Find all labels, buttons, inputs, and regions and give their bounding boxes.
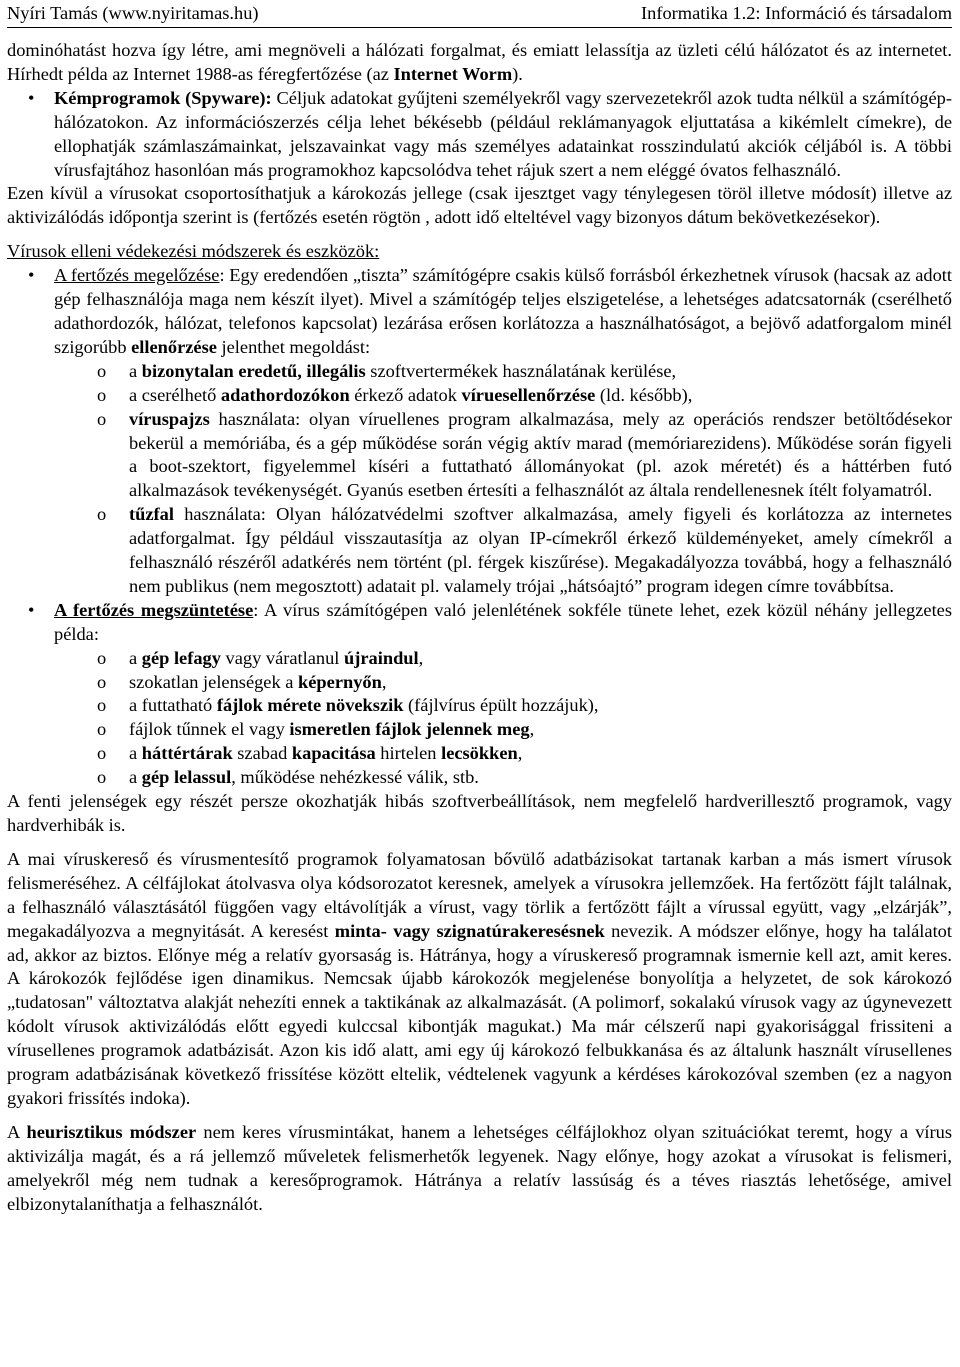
text-run: újraindul	[344, 647, 419, 668]
text-run: : Egy eredendően „tiszta” számítógépre csakis külső forrásból érkezhetnek vírusok (hacsak az adott gép felhasználója maga nem készít ilyet). Mivel a számítógép teljes elszigetelése, a lehetséges adatcsatornák (cserélhető adathordozók, hálózat, telefonos kapcsolat) lezárása erősen korlátozza a használhatóságot, a bejövő adatforgalom minél szigorúbb	[54, 265, 953, 357]
page-header	[7, 0, 952, 28]
text-run: heurisztikus módszer	[26, 1121, 197, 1142]
text-run: szabad	[232, 743, 292, 764]
text-run: Internet Worm	[393, 63, 513, 84]
sub-bullet-item	[7, 742, 952, 766]
text-run: A	[7, 1121, 27, 1142]
header-course-title: Informatika 1.2: Információ és társadalom	[641, 3, 952, 23]
paragraph	[7, 848, 952, 1111]
text-run: lecsökken	[441, 743, 518, 764]
bullet-circle-icon: o	[97, 360, 107, 381]
block-text	[129, 766, 952, 790]
sub-bullet-item	[7, 766, 952, 790]
text-run: a	[129, 767, 142, 788]
text-run: szoftvertermékek használatának kerülése,	[365, 360, 677, 381]
text-run: A fertőzés megelőzése	[54, 265, 220, 286]
text-run: jelenthet megoldást:	[216, 336, 371, 357]
bullet-item	[7, 264, 952, 360]
document-body	[7, 39, 952, 1217]
text-run: kapacitása	[291, 743, 376, 764]
block-text	[129, 384, 952, 408]
bullet-dot-icon: •	[28, 87, 35, 108]
paragraph	[7, 39, 952, 87]
sub-bullet-item	[7, 647, 952, 671]
text-run: víruesellenőrzése	[461, 384, 596, 405]
text-run: A mai víruskereső és vírusmentesítő programok folyamatosan bővülő adatbázisokat tartanak karban a más ismert vírusok felismeréséhez. A célfájlokat átolvasva olya kódsorozatot keresnek, amelyek a vírusokra jellemzőek. Ha fertőzött fájlt találnak, a felhasználó választásától függően vagy eltávolítják a vírust, vagy törlik a fertőzött fájlt a vírussal együtt, vagy „elzárják”, megakadályozva a megnyitását. A keresést	[7, 848, 952, 941]
text-run: nevezik. A módszer előnye, hogy ha találatot ad, akkor az biztos. Előnye még a relatív gyorsaság is. Hátránya, hogy a víruskereső programnak ismernie kell azt, amit keres. A károkozók fejlődése igen dinamikus. Nemcsak újabb károkozók megjelenése bonyolítja a helyzetet, de sok károkozó „tudatosan" változtatva alakját nehezíti ennek a taktikának az alkalmazását. (A polimorf, sokalakú vírusok vagy az úgynevezett kódolt vírusok aktivizálódás előtt egyedi kulccsal kibontják magukat.) Ma már célszerű napi gyakorisággal frissiteni a vírusellenes programok adatbázisát. Azon kis idő alatt, ami egy új károkozó felbukkanása és az általunk használt vírusellenes program adatbázisának következő frissítése között eltelik, védtelenek vagyunk a kérdéses károkozóval szemben (ez a nagyon gyakori frissítés indoka).	[7, 920, 952, 1108]
text-run: dominóhatást hozva így létre, ami megnöveli a hálózati forgalmat, és emiatt lelassítja az üzleti célú hálózatot és az internetet. Hírhedt példa az Internet 1988-as féregfertőzése (az	[7, 40, 952, 84]
block-text	[54, 87, 952, 183]
text-run: ,	[418, 647, 424, 668]
text-run: ,	[529, 719, 535, 740]
text-run: érkező adatok	[349, 384, 462, 405]
block-text	[54, 599, 952, 647]
text-run: (ld. később),	[595, 384, 693, 405]
sub-bullet-item	[7, 718, 952, 742]
text-run: Vírusok elleni védekezési módszerek és eszközök:	[7, 241, 380, 262]
sub-bullet-item	[7, 694, 952, 718]
block-text	[7, 790, 952, 838]
text-run: tűzfal	[129, 504, 174, 525]
bullet-circle-icon: o	[97, 647, 107, 668]
bullet-item	[7, 599, 952, 647]
block-text	[7, 848, 952, 1111]
text-run: Céljuk adatokat gyűjteni személyekről vagy szervezetekről azok tudta nélkül a számítógép-hálózatokon. Az információszerzés célja lehet békésebb (például reklámanyagok eljuttatása a kikémlelt címekre), de ellophatják számlaszámainkat, jelszavainkat vagy más személyes adatainkat rosszindulatú akciók céljából is. A többi vírusfajtához hasonlóan más programokhoz kapcsolódva tehet rájuk szert a nem eléggé óvatos felhasználó.	[54, 87, 952, 180]
text-run: a futtatható	[129, 695, 217, 716]
bullet-item	[7, 87, 952, 183]
text-run: ,	[381, 671, 387, 692]
block-text	[129, 671, 952, 695]
text-run: víruspajzs	[129, 408, 210, 429]
block-text	[7, 39, 952, 87]
text-run: képernyőn	[298, 671, 382, 692]
text-run: a	[129, 360, 142, 381]
text-run: fájlok tűnnek el vagy	[129, 719, 290, 740]
block-text	[129, 360, 952, 384]
paragraph	[7, 1121, 952, 1217]
paragraph	[7, 240, 952, 264]
text-run: használata: olyan víruellenes program alkalmazása, mely az operációs rendszer betöltődésekor bekerül a memóriába, és a gép működése során végig aktív marad (memóriarezidens). Működése során figyeli a boot-szektort, figyelemmel kíséri a futtatható állományokat (pl. azok méretét) és a háttérben futó alkalmazások tevékenységét. Gyanús esetben értesíti a felhasználót az általa rendellenesnek ítélt folyamatról.	[129, 408, 952, 501]
text-run: nem keres vírusmintákat, hanem a lehetséges célfájlokhoz olyan szituációkat teremt, hogy a vírus aktivizálja magát, és a rá jellemző műveletek felismerhetők legyenek. Nagy előnye, hogy azokat a vírusokat is felismeri, amelyekről még nem tudnak a keresőprogramok. Hátránya a relatív lassúság és a téves riasztás lehetősége, amivel elbizonytalaníthatja a felhasználót.	[7, 1121, 952, 1214]
text-run: háttértárak	[141, 743, 233, 764]
bullet-dot-icon: •	[28, 599, 35, 620]
text-run: A fenti jelenségek egy részét persze okozhatják hibás szoftverbeállítások, nem megfelelő hardverillesztő programok, vagy hardverhibák is.	[7, 791, 952, 835]
text-run: ,	[517, 743, 523, 764]
paragraph	[7, 182, 952, 230]
block-text	[129, 694, 952, 718]
bullet-circle-icon: o	[97, 767, 107, 788]
text-run: bizonytalan eredetű, illegális	[141, 360, 366, 381]
block-text	[7, 1121, 952, 1217]
sub-bullet-item	[7, 503, 952, 599]
text-run: ).	[512, 63, 523, 84]
text-run: , működése nehézkessé válik, stb.	[231, 767, 479, 788]
text-run: minta- vagy szignatúrakeresésnek	[334, 920, 605, 941]
bullet-circle-icon: o	[97, 671, 107, 692]
sub-bullet-item	[7, 408, 952, 504]
block-text	[129, 647, 952, 671]
block-text	[129, 408, 952, 504]
paragraph	[7, 790, 952, 838]
sub-bullet-item	[7, 360, 952, 384]
block-text	[7, 240, 952, 264]
text-run: hirtelen	[375, 743, 442, 764]
text-run: ellenőrzése	[131, 336, 217, 357]
header-author: Nyíri Tamás (www.nyiritamas.hu)	[7, 3, 259, 23]
block-text	[129, 503, 952, 599]
block-text	[54, 264, 952, 360]
text-run: gép lefagy	[141, 647, 221, 668]
text-run: vagy váratlanul	[220, 647, 345, 668]
block-text	[129, 742, 952, 766]
block-text	[129, 718, 952, 742]
text-run: fájlok mérete növekszik	[216, 695, 404, 716]
bullet-circle-icon: o	[97, 408, 107, 429]
bullet-circle-icon: o	[97, 504, 107, 525]
bullet-circle-icon: o	[97, 743, 107, 764]
sub-bullet-item	[7, 671, 952, 695]
text-run: a	[129, 647, 142, 668]
text-run: Kémprogramok (Spyware):	[54, 87, 272, 108]
text-run: adathordozókon	[220, 384, 350, 405]
bullet-dot-icon: •	[28, 265, 35, 286]
text-run: használata: Olyan hálózatvédelmi szoftver alkalmazása, amely figyeli és korlátozza az internetes adatforgalmat. Így például visszautasítja az olyan IP-címekről érkező küldeményeket, amely címekről a felhasználó részéről adatkérés nem történt (pl. férgek kiszűrése). Megakadályozza továbbá, hogy a felhasználó nem publikus (nem megosztott) adatait pl. valamely trójai „hátsóajtó” program idegen címre továbbítsa.	[129, 504, 952, 596]
bullet-circle-icon: o	[97, 695, 107, 716]
block-text	[7, 182, 952, 230]
text-run: : A vírus számítógépen való jelenlétének sokféle tünete lehet, ezek közül néhány jellegzetes példa:	[54, 599, 953, 644]
text-run: a	[129, 743, 142, 764]
text-run: gép lelassul	[141, 767, 232, 788]
text-run: szokatlan jelenségek a	[129, 671, 299, 692]
bullet-circle-icon: o	[97, 719, 107, 740]
bullet-circle-icon: o	[97, 384, 107, 405]
sub-bullet-item	[7, 384, 952, 408]
text-run: (fájlvírus épült hozzájuk),	[403, 695, 599, 716]
text-run: Ezen kívül a vírusokat csoportosíthatjuk a károkozás jellege (csak ijesztget vagy ténylegesen töröl illetve módosít) illetve az aktivizálódás időpontja szerint is (fertőzés esetén rögtön , adott idő elteltével vagy bizonyos dátum bekövetkezésekor).	[7, 183, 952, 228]
text-run: a cserélhető	[129, 384, 221, 405]
text-run: ismeretlen fájlok jelennek meg	[289, 719, 530, 740]
text-run: A fertőzés megszüntetése	[54, 599, 254, 620]
